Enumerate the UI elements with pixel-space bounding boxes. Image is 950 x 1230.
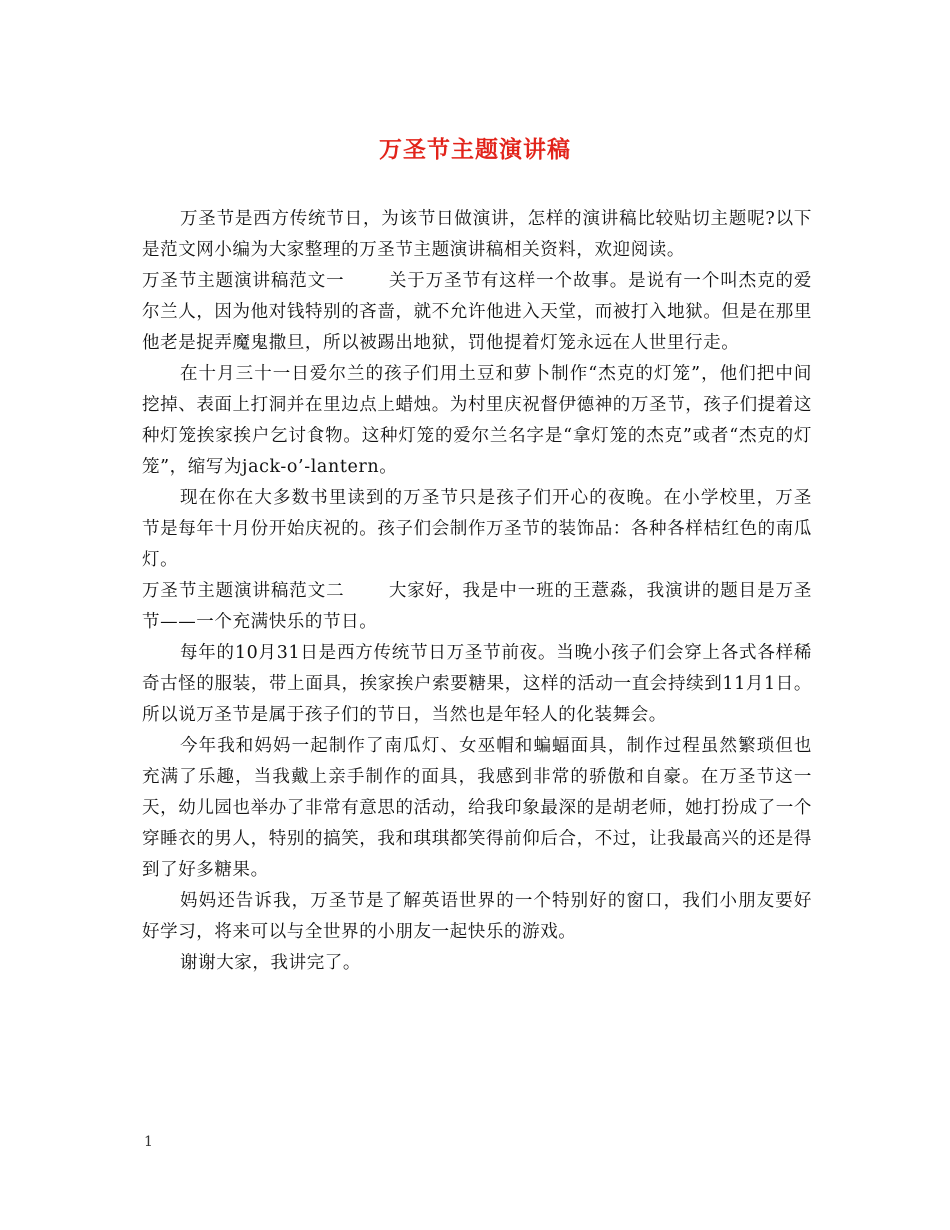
english-window-paragraph: 妈妈还告诉我，万圣节是了解英语世界的一个特别好的窗口，我们小朋友要好好学习，将来可以与全世界的小朋友一起快乐的游戏。 (142, 891, 812, 942)
document-body (142, 204, 812, 979)
sample-two-paragraph (142, 576, 812, 638)
sample-one-text: 关于万圣节有这样一个故事。是说有一个叫杰克的爱尔兰人，因为他对钱特别的吝啬，就不允许他进入天堂，而被打入地狱。但是在那里他老是捉弄魔鬼撒旦，所以被踢出地狱，罚他提着灯笼永远在人世里行走。 (142, 271, 812, 353)
sample-two-heading: 万圣节主题演讲稿范文二 (142, 581, 345, 601)
intro-paragraph: 万圣节是西方传统节日，为该节日做演讲，怎样的演讲稿比较贴切主题呢?以下是范文网小编为大家整理的万圣节主题演讲稿相关资料，欢迎阅读。 (142, 209, 812, 260)
sample-one-heading: 万圣节主题演讲稿范文一 (142, 271, 345, 291)
lantern-paragraph: 在十月三十一日爱尔兰的孩子们用土豆和萝卜制作“杰克的灯笼”，他们把中间挖掉、表面上打洞并在里边点上蜡烛。为村里庆祝督伊德神的万圣节，孩子们提着这种灯笼挨家挨户乞讨食物。这种灯笼的爱尔兰名字是“拿灯笼的杰克”或者“杰克的灯笼”，缩写为jack-o’-lantern。 (142, 364, 812, 477)
closing-paragraph: 谢谢大家，我讲完了。 (180, 953, 361, 973)
sample-one-paragraph (142, 266, 812, 359)
sample-two-text: 大家好，我是中一班的王薏淼，我演讲的题目是万圣节——一个充满快乐的节日。 (142, 581, 812, 632)
halloween-eve-paragraph: 每年的10月31日是西方传统节日万圣节前夜。当晚小孩子们会穿上各式各样稀奇古怪的服装，带上面具，挨家挨户索要糖果，这样的活动一直会持续到11月1日。所以说万圣节是属于孩子们的节日，当然也是年轻人的化装舞会。 (142, 643, 812, 725)
mask-paragraph: 今年我和妈妈一起制作了南瓜灯、女巫帽和蝙蝠面具，制作过程虽然繁琐但也充满了乐趣，当我戴上亲手制作的面具，我感到非常的骄傲和自豪。在万圣节这一天，幼儿园也举办了非常有意思的活动，给我印象最深的是胡老师，她打扮成了一个穿睡衣的男人，特别的搞笑，我和琪琪都笑得前仰后合，不过，让我最高兴的还是得到了好多糖果。 (142, 736, 812, 880)
document-title: 万圣节主题演讲稿 (379, 136, 571, 163)
page-number: 1 (144, 1134, 153, 1150)
school-paragraph: 现在你在大多数书里读到的万圣节只是孩子们开心的夜晚。在小学校里，万圣节是每年十月份开始庆祝的。孩子们会制作万圣节的装饰品：各种各样桔红色的南瓜灯。 (142, 488, 812, 570)
